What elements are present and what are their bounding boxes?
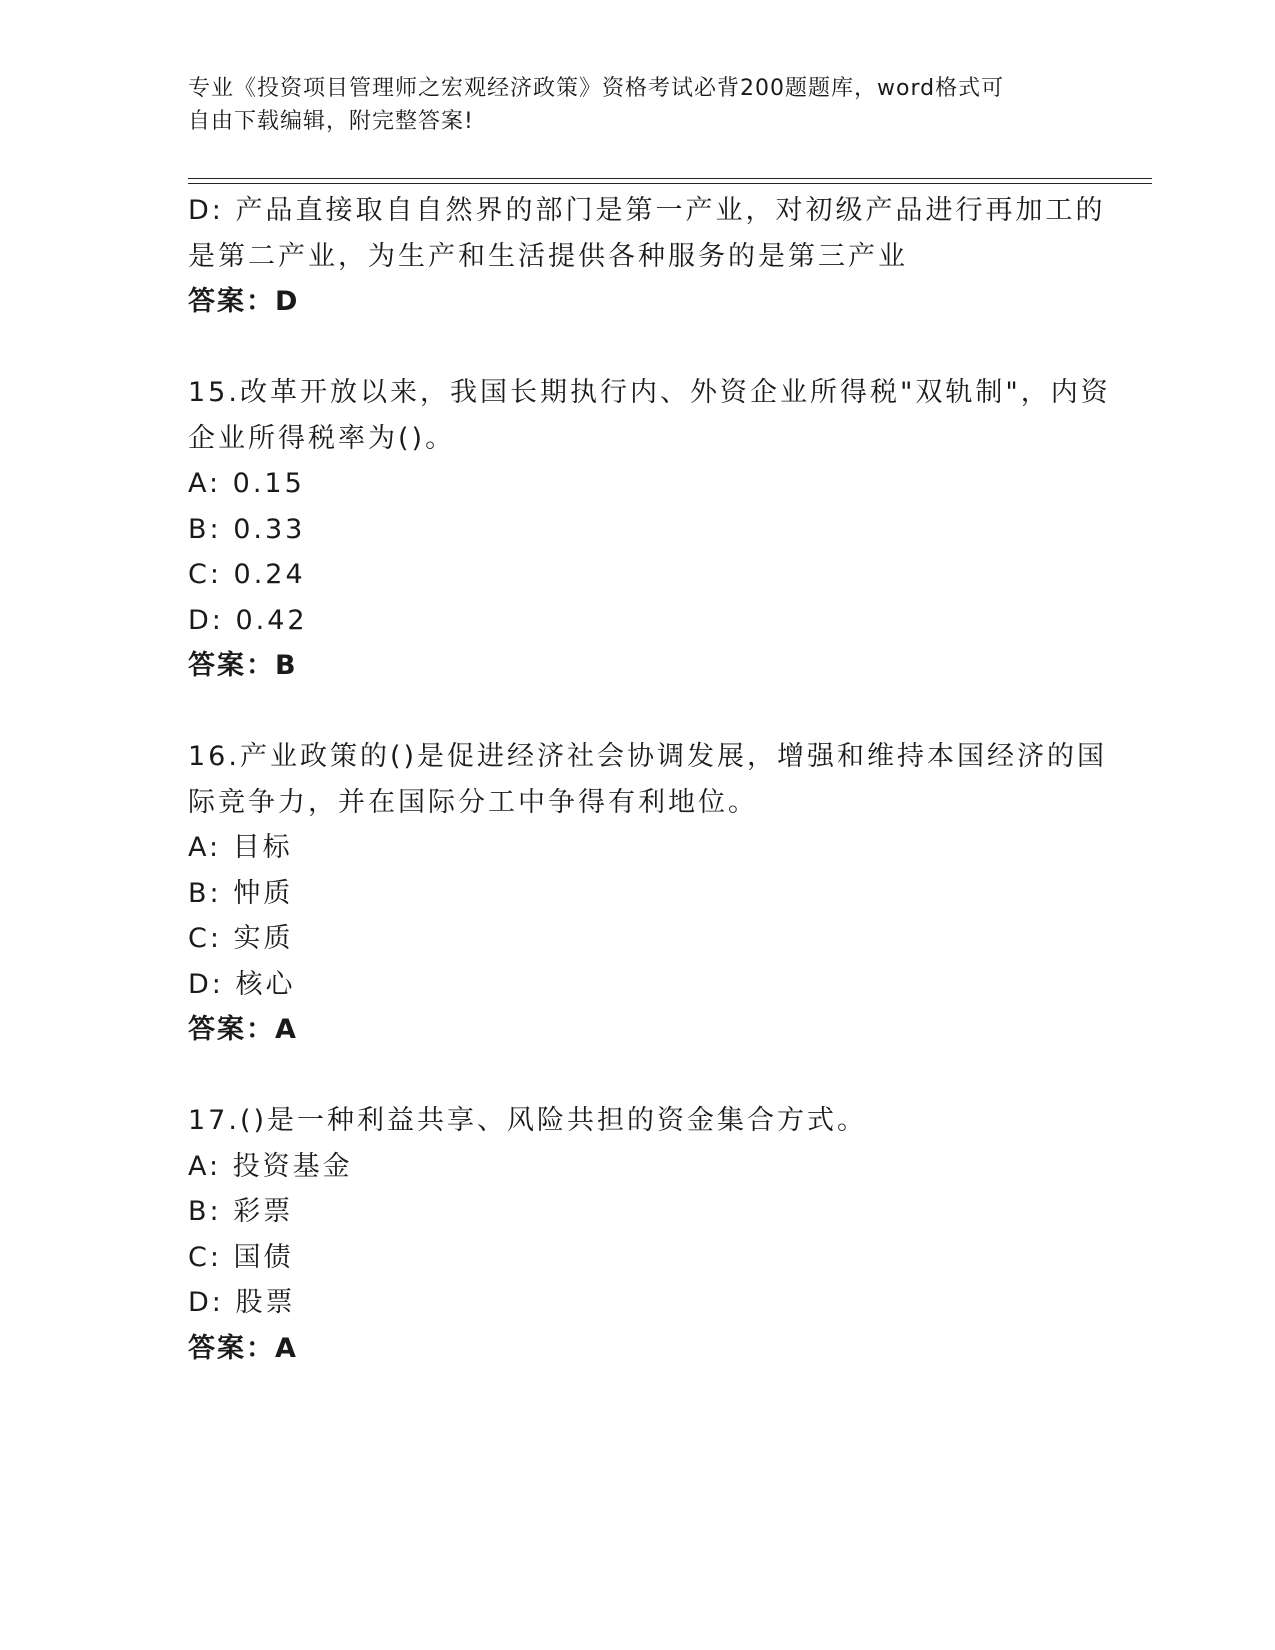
option-b: B: 0.33 [188,513,306,545]
option-d: D: 核心 [188,968,296,1000]
answer-line: 答案：A [188,1014,298,1045]
option-d-line-1: D: 产品直接取自自然界的部门是第一产业，对初级产品进行再加工的 [188,195,1106,226]
question-stem-line-1: 15.改革开放以来，我国长期执行内、外资企业所得税"双轨制"，内资 [188,377,1111,408]
option-c: C: 实质 [188,923,294,954]
option-a: A: 目标 [188,832,293,863]
option-c: C: 国债 [188,1241,294,1273]
spacer [188,1053,1088,1099]
header-divider-bottom [188,183,1152,184]
option-c: C: 0.24 [188,559,306,590]
question-17 [188,1098,1088,1371]
option-d: D: 0.42 [188,604,308,636]
question-stem-line-1: 16.产业政策的()是促进经济社会协调发展，增强和维持本国经济的国 [188,741,1108,772]
answer-line: 答案：D [188,286,300,317]
spacer [188,325,1088,371]
document-header [188,72,1088,138]
option-d-line-2: 是第二产业，为生产和生活提供各种服务的是第三产业 [188,240,908,272]
question-16 [188,734,1108,1053]
question-stem-line-2: 企业所得税率为()。 [188,422,456,454]
question-14-continuation [188,188,1106,325]
option-b: B: 彩票 [188,1196,294,1227]
question-stem-line-1: 17.()是一种利益共享、风险共担的资金集合方式。 [188,1105,868,1136]
answer-line: 答案：A [188,1332,298,1364]
option-a: A: 投资基金 [188,1150,353,1182]
answer-line: 答案：B [188,650,298,681]
question-stem-line-2: 际竞争力，并在国际分工中争得有利地位。 [188,786,758,818]
header-divider-top [188,178,1152,179]
option-d: D: 股票 [188,1287,296,1318]
question-15 [188,370,1111,689]
option-b: B: 忡质 [188,877,294,909]
option-a: A: 0.15 [188,468,305,499]
header-title-line-2: 自由下载编辑，附完整答案! [188,109,474,134]
document-body [188,188,1111,1371]
spacer [188,689,1088,735]
header-title-line-1: 专业《投资项目管理师之宏观经济政策》资格考试必背200题题库，word格式可 [188,76,1005,101]
